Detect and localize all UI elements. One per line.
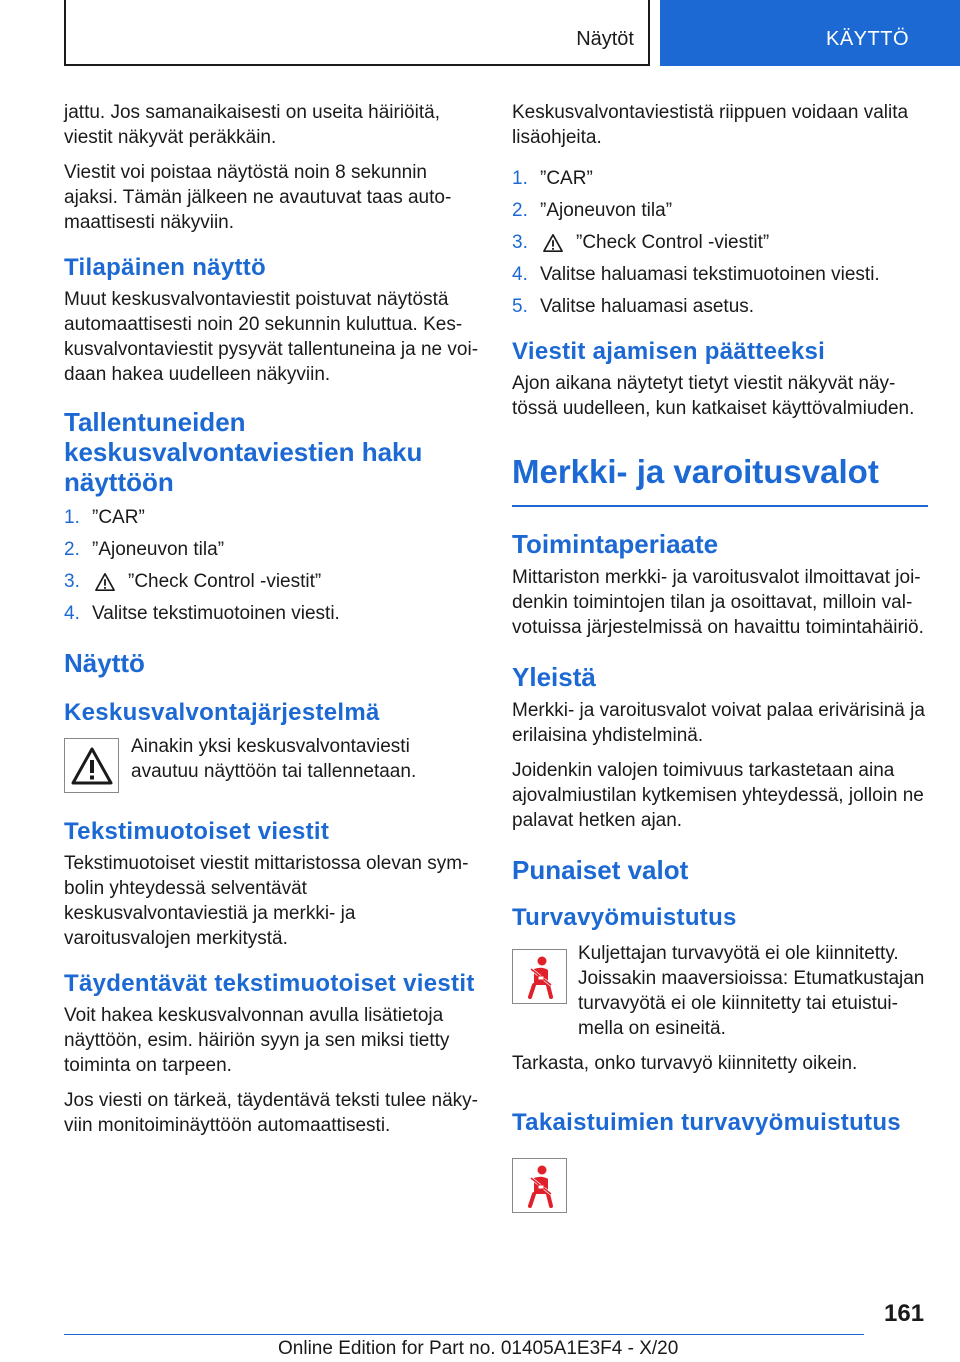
edition-note: Online Edition for Part no. 01405A1E3F4 - X/20 xyxy=(278,1338,679,1359)
footer-divider xyxy=(64,1334,864,1335)
heading-principle: Toimintaperiaate xyxy=(512,529,719,559)
seatbelt-icon xyxy=(520,955,560,999)
heading-seatbelt-reminder: Turvavyömuistutus xyxy=(512,904,737,931)
paragraph: Tarkasta, onko turvavyö kiinnitetty oikein. xyxy=(512,1053,858,1074)
left-column xyxy=(64,100,478,1148)
paragraph: Muut keskusvalvontaviestit poistuvat näytöstä automaattisesti noin 20 sekunnin kuluttua. Keskusvalvontaviestit pysyvät tallentuneina ja ne voidaan hakea uudelleen näkyviin. xyxy=(64,289,479,385)
paragraph: Tekstimuotoiset viestit mittaristossa olevan symbolin yhteydessä selventävät keskusvalvontaviestiä ja merkki- ja varoitusvalojen merkitystä. xyxy=(64,853,469,949)
heading-indicator-lights: Merkki- ja varoitusvalot xyxy=(512,453,928,507)
list-item: 3. ”Check Control -viestit” xyxy=(512,232,770,253)
warning-note xyxy=(64,734,478,793)
paragraph: Jos viesti on tärkeä, täydentävä teksti tulee näkyviin monitoiminäyttöön automaattisesti. xyxy=(64,1090,478,1136)
heading-end-of-trip-messages: Viestit ajamisen päätteeksi xyxy=(512,338,826,365)
paragraph: jattu. Jos samanaikaisesti on useita häiriöitä, viestit näkyvät peräkkäin. xyxy=(64,102,440,148)
steps-list xyxy=(512,166,928,319)
heading-general: Yleistä xyxy=(512,662,596,692)
header-section-box xyxy=(64,0,650,66)
header-chapter-box xyxy=(660,0,960,66)
list-item: 4. Valitse haluamasi tekstimuotoinen viesti. xyxy=(512,264,880,285)
paragraph: Joidenkin valojen toimivuus tarkastetaan aina ajovalmiustilan kytkemisen yhteydessä, jolloin ne palavat hetken ajan. xyxy=(512,760,924,831)
heading-saved-messages: Tallentuneiden keskusvalvontaviestien haku näyttöön xyxy=(64,407,423,497)
list-item: 1. ”CAR” xyxy=(512,168,593,189)
warning-triangle-icon xyxy=(542,233,564,253)
heading-supplementary-messages: Täydentävät tekstimuotoiset viestit xyxy=(64,970,475,997)
heading-rear-seatbelt-reminder: Takaistuimien turvavyömuistutus xyxy=(512,1109,901,1136)
list-item: 3. ”Check Control -viestit” xyxy=(64,571,322,592)
seatbelt-icon-box xyxy=(512,949,567,1004)
warning-triangle-icon xyxy=(94,572,116,592)
paragraph: Keskusvalvontaviestistä riippuen voidaan valita lisäohjeita. xyxy=(512,102,909,148)
right-column xyxy=(512,100,928,1213)
paragraph: Viestit voi poistaa näytöstä noin 8 sekunnin ajaksi. Tämän jälkeen ne avautuvat taas automaattisesti näkyviin. xyxy=(64,162,452,233)
list-item: 2. ”Ajoneuvon tila” xyxy=(64,539,225,560)
paragraph: Ainakin yksi keskusvalvontaviesti avautuu näyttöön tai tallennetaan. xyxy=(131,736,417,782)
paragraph: Voit hakea keskusvalvonnan avulla lisätietoja näyttöön, esim. häiriön syyn ja sen miksi tietty toiminta on tarpeen. xyxy=(64,1005,450,1076)
steps-list xyxy=(64,505,478,626)
warning-triangle-icon xyxy=(70,746,114,786)
seatbelt-note xyxy=(512,941,928,1041)
paragraph: Mittariston merkki- ja varoitusvalot ilmoittavat joidenkin toimintojen tilan ja osoittavat, milloin valvotuissa järjestelmissä on havaittu toimintahäiriö. xyxy=(512,567,924,638)
seatbelt-icon xyxy=(520,1164,560,1208)
header-section-title: Näytöt xyxy=(576,28,634,50)
heading-check-control: Keskusvalvontajärjestelmä xyxy=(64,699,380,726)
paragraph: Ajon aikana näytetyt tietyt viestit näkyvät näytössä uudelleen, kun katkaiset käyttövalmiuden. xyxy=(512,373,915,419)
paragraph: Merkki- ja varoitusvalot voivat palaa erivärisinä ja erilaisina yhdistelminä. xyxy=(512,700,925,746)
warning-icon-box xyxy=(64,738,119,793)
heading-text-messages: Tekstimuotoiset viestit xyxy=(64,818,330,845)
list-item: 4. Valitse tekstimuotoinen viesti. xyxy=(64,603,340,624)
list-item: 1. ”CAR” xyxy=(64,507,145,528)
list-item: 5. Valitse haluamasi asetus. xyxy=(512,296,755,317)
heading-red-lights: Punaiset valot xyxy=(512,855,689,885)
list-item: 2. ”Ajoneuvon tila” xyxy=(512,200,673,221)
page-number: 161 xyxy=(884,1300,925,1327)
rear-seatbelt-icon-box xyxy=(512,1158,567,1213)
heading-display: Näyttö xyxy=(64,648,145,678)
paragraph: Kuljettajan turvavyötä ei ole kiinnitetty. Joissakin maaversioissa: Etumatkustajan turvavyötä ei ole kiinnitetty tai etuistuimella on esineitä. xyxy=(578,943,925,1039)
header-chapter-title: KÄYTTÖ xyxy=(826,28,910,50)
heading-temporary-display: Tilapäinen näyttö xyxy=(64,254,267,281)
